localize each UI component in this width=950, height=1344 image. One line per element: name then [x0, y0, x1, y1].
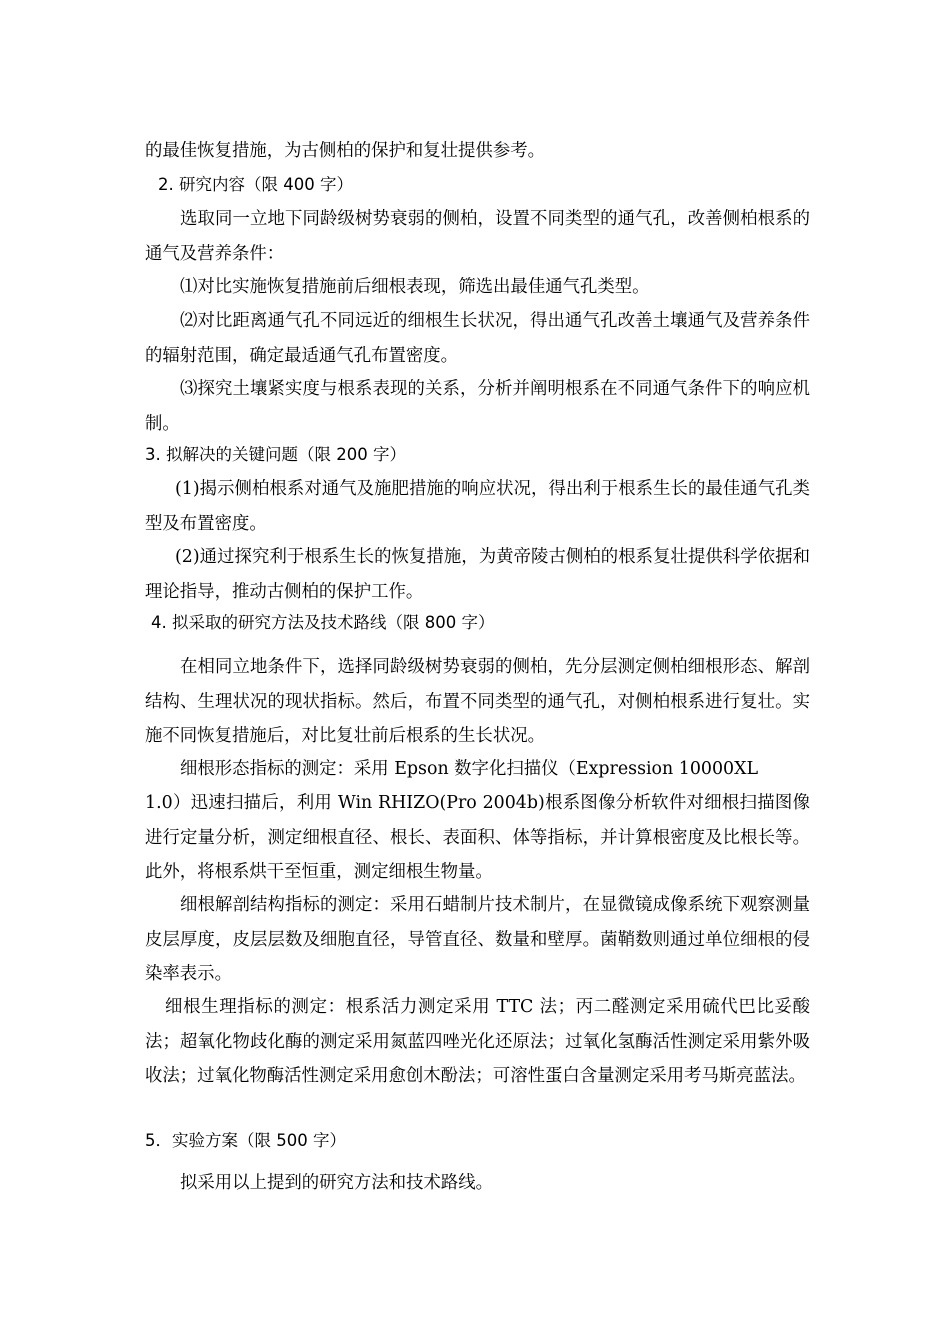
paragraph-key-problem-2: (2)通过探究利于根系生长的恢复措施，为黄帝陵古侧柏的根系复壮提供科学依据和理论指导，推动古侧柏的保护工作。	[145, 547, 810, 602]
paragraph-research-item-2: ⑵对比距离通气孔不同远近的细根生长状况，得出通气孔改善土壤通气及营养条件的辐射范围，确定最适通气孔布置密度。	[145, 311, 810, 366]
section-heading-methods: 4. 拟采取的研究方法及技术路线（限 800 字）	[151, 613, 495, 632]
paragraph-methods-overview: 在相同立地条件下，选择同龄级树势衰弱的侧柏，先分层测定侧柏细根形态、解剖结构、生理状况的现状指标。然后，布置不同类型的通气孔，对侧柏根系进行复壮。实施不同恢复措施后，对比复壮前后根系的生长状况。	[145, 657, 810, 746]
section-heading-key-problems: 3. 拟解决的关键问题（限 200 字）	[145, 445, 406, 464]
section-heading-research-content: 2. 研究内容（限 400 字）	[158, 175, 353, 194]
paragraph-experiment-plan: 拟采用以上提到的研究方法和技术路线。	[180, 1173, 494, 1193]
paragraph-intro-tail: 的最佳恢复措施，为古侧柏的保护和复壮提供参考。	[145, 141, 545, 161]
paragraph-research-content-intro: 选取同一立地下同龄级树势衰弱的侧柏，设置不同类型的通气孔，改善侧柏根系的通气及营养条件：	[145, 209, 810, 264]
paragraph-research-item-1: ⑴对比实施恢复措施前后细根表现，筛选出最佳通气孔类型。	[180, 277, 650, 297]
paragraph-root-anatomy: 细根解剖结构指标的测定：采用石蜡制片技术制片，在显微镜成像系统下观察测量皮层厚度，皮层层数及细胞直径，导管直径、数量和壁厚。菌鞘数则通过单位细根的侵染率表示。	[145, 895, 810, 984]
section-heading-experiment-plan: 5．实验方案（限 500 字）	[145, 1131, 346, 1150]
paragraph-root-physiology: 细根生理指标的测定：根系活力测定采用 TTC 法；丙二醛测定采用硫代巴比妥酸法；超氧化物歧化酶的测定采用氮蓝四唑光化还原法；过氧化氢酶活性测定采用紫外吸收法；过氧化物酶活性测定采用愈创木酚法；可溶性蛋白含量测定采用考马斯亮蓝法。	[145, 997, 810, 1086]
paragraph-root-morphology-line1: 细根形态指标的测定：采用 Epson 数字化扫描仪（Expression 10000XL	[180, 759, 759, 779]
paragraph-research-item-3: ⑶探究土壤紧实度与根系表现的关系，分析并阐明根系在不同通气条件下的响应机制。	[145, 379, 810, 434]
paragraph-root-morphology-rest: 1.0）迅速扫描后，利用 Win RHIZO(Pro 2004b)根系图像分析软件对细根扫描图像进行定量分析，测定细根直径、根长、表面积、体等指标，并计算根密度及比根长等。此外，将根系烘干至恒重，测定细根生物量。	[145, 793, 810, 882]
paragraph-key-problem-1: (1)揭示侧柏根系对通气及施肥措施的响应状况，得出利于根系生长的最佳通气孔类型及布置密度。	[145, 479, 810, 534]
